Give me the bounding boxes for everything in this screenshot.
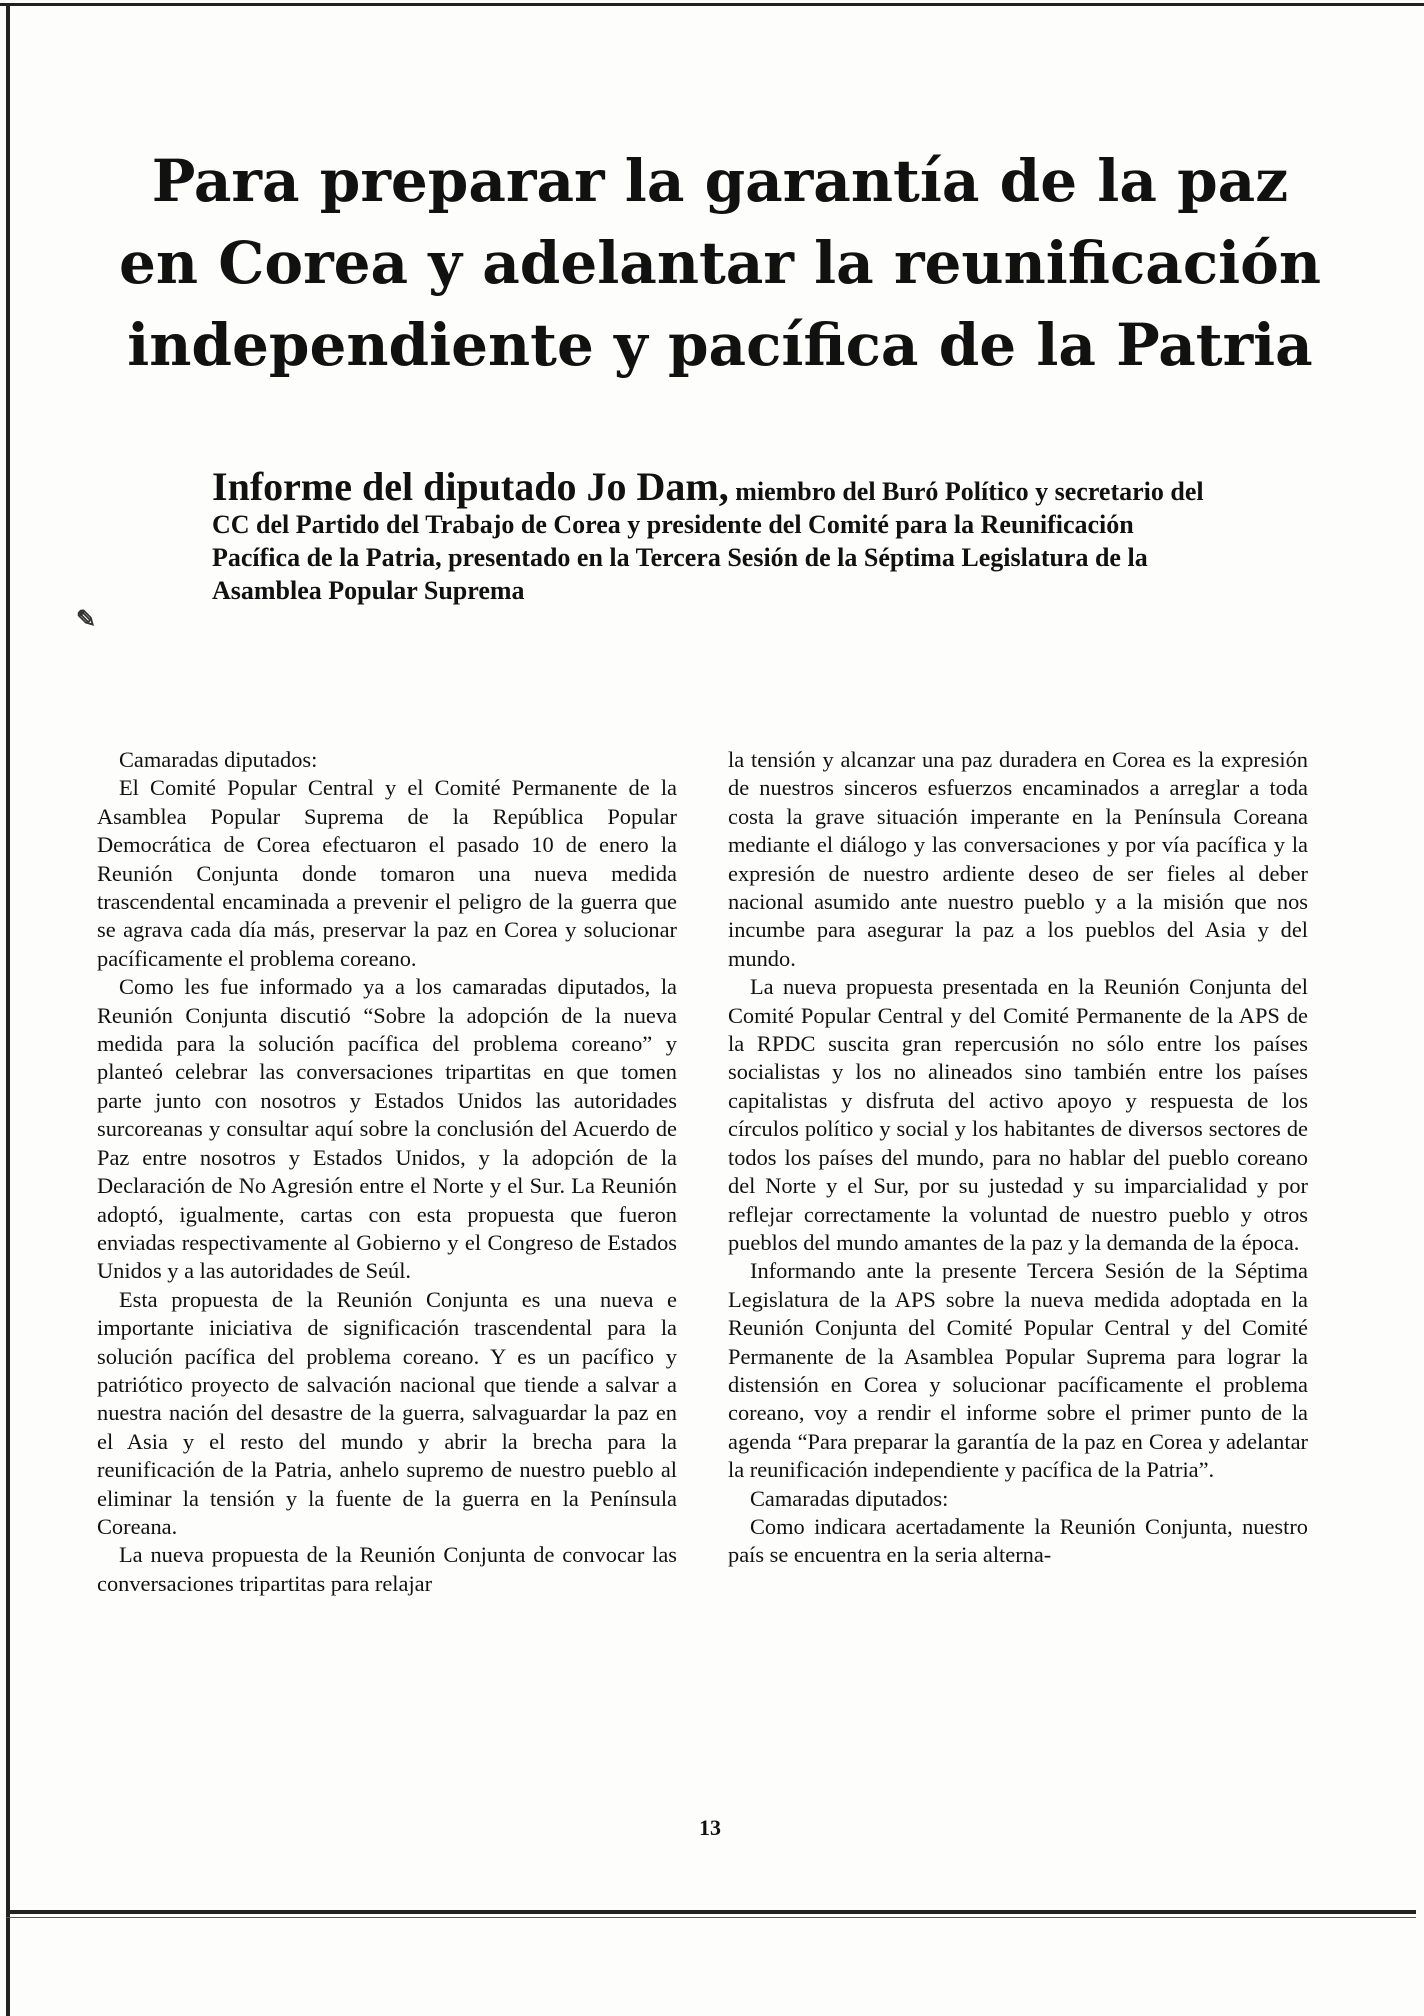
bottom-border-rule-thin: [6, 1917, 1416, 1918]
paragraph: Camaradas diputados:: [119, 747, 318, 772]
paragraph: la tensión y alcanzar una paz duradera en Corea es la expresión de nuestros sinceros esfuerzos encaminados a arreglar a toda costa la grave situación imperante en la Península Coreana mediante el diálogo y las conversaciones y por vía pacífica y la expresión de nuestro ardiente deseo de ser fieles al deber nacional asumido ante nuestro pueblo y a la misión que nos incumbe para asegurar la paz a los pueblos del Asia y del mundo.: [728, 747, 1308, 971]
article-subtitle: [212, 464, 1222, 607]
paragraph: Informando ante la presente Tercera Sesión de la Séptima Legislatura de la APS sobre la nueva medida adoptada en la Reunión Conjunta del Comité Popular Central y del Comité Permanente de la Asamblea Popular Suprema para lograr la distensión en Corea y solucionar pacíficamente el problema coreano, voy a rendir el informe sobre el primer punto de la agenda “Para preparar la garantía de la paz en Corea y adelantar la reunificación independiente y pacífica de la Patria”.: [728, 1258, 1308, 1483]
paragraph: Camaradas diputados:: [750, 1485, 949, 1511]
bottom-border-rule: [6, 1910, 1416, 1914]
margin-mark-icon: ✎: [76, 604, 97, 633]
title-line-2: en Corea y adelantar la reunificación: [118, 229, 1322, 297]
paragraph: Como les fue informado ya a los camaradas diputados, la Reunión Conjunta discutió “Sobre la adopción de la nueva medida para la solución pacífica del problema coreano” y planteó celebrar las conversaciones tripartitas en que tomen parte junto con nosotros y Estados Unidos las autoridades surcoreanas y consultar aquí sobre la conclusión del Acuerdo de Paz entre nosotros y Estados Unidos, y la adopción de la Declaración de No Agresión entre el Norte y el Sur. La Reunión adoptó, igualmente, cartas con esta propuesta que fueron enviadas respectivamente al Gobierno y el Congreso de Estados Unidos y a las autoridades de Seúl.: [97, 974, 677, 1284]
title-line-1: Para preparar la garantía de la paz: [151, 147, 1289, 215]
page-number: 13: [699, 1815, 721, 1840]
left-border-rule: [6, 3, 10, 2016]
paragraph: Como indicara acertadamente la Reunión Conjunta, nuestro país se encuentra en la seria alterna-: [728, 1513, 1308, 1568]
paragraph: Esta propuesta de la Reunión Conjunta es una nueva e importante iniciativa de significación trascendental para la solución pacífica del problema coreano. Y es un pacífico y patriótico proyecto de salvación nacional que tiende a salvar a nuestra nación del desastre de la guerra, salvaguardar la paz en el Asia y el resto del mundo y abrir la brecha para la reunificación de la Patria, anhelo supremo de nuestro pueblo al eliminar la tensión y la fuente de la guerra en la Península Coreana.: [97, 1286, 677, 1539]
article-title: [90, 140, 1350, 386]
paragraph: La nueva propuesta presentada en la Reunión Conjunta del Comité Popular Central y del Comité Permanente de la APS de la RPDC suscita gran repercusión no sólo entre los países socialistas y los no alineados sino también entre los países capitalistas y disfruta del activo apoyo y respuesta de los círculos político y social y los habitantes de diversos sectores de todos los países del mundo, para no hablar del pueblo coreano del Norte y el Sur, por su justedad y su imparcialidad y por reflejar correctamente la voluntad de nuestro pueblo y otros pueblos del mundo amantes de la paz y la demanda de la época.: [728, 974, 1308, 1255]
paragraph: La nueva propuesta de la Reunión Conjunta de convocar las conversaciones tripartitas para relajar: [97, 1542, 677, 1596]
column-left: [97, 746, 677, 1598]
subtitle-lead: Informe del diputado Jo Dam,: [212, 464, 729, 509]
paragraph: El Comité Popular Central y el Comité Permanente de la Asamblea Popular Suprema de la República Popular Democrática de Corea efectuaron el pasado 10 de enero la Reunión Conjunta donde tomaron una nueva medida trascendental encaminada a prevenir el peligro de la guerra que se agrava cada día más, preservar la paz en Corea y solucionar pacíficamente el problema coreano.: [97, 775, 677, 971]
subtitle-rest: miembro del Buró Político y secretario del CC del Partido del Trabajo de Corea y presidente del Comité para la Reunificación Pacífica de la Patria, presentado en la Tercera Sesión de la Séptima Legislatura de la Asamblea Popular Suprema: [212, 477, 1204, 605]
title-line-3: independiente y pacífica de la Patria: [127, 311, 1313, 379]
top-border-rule: [0, 3, 1424, 6]
column-right: [728, 746, 1308, 1570]
